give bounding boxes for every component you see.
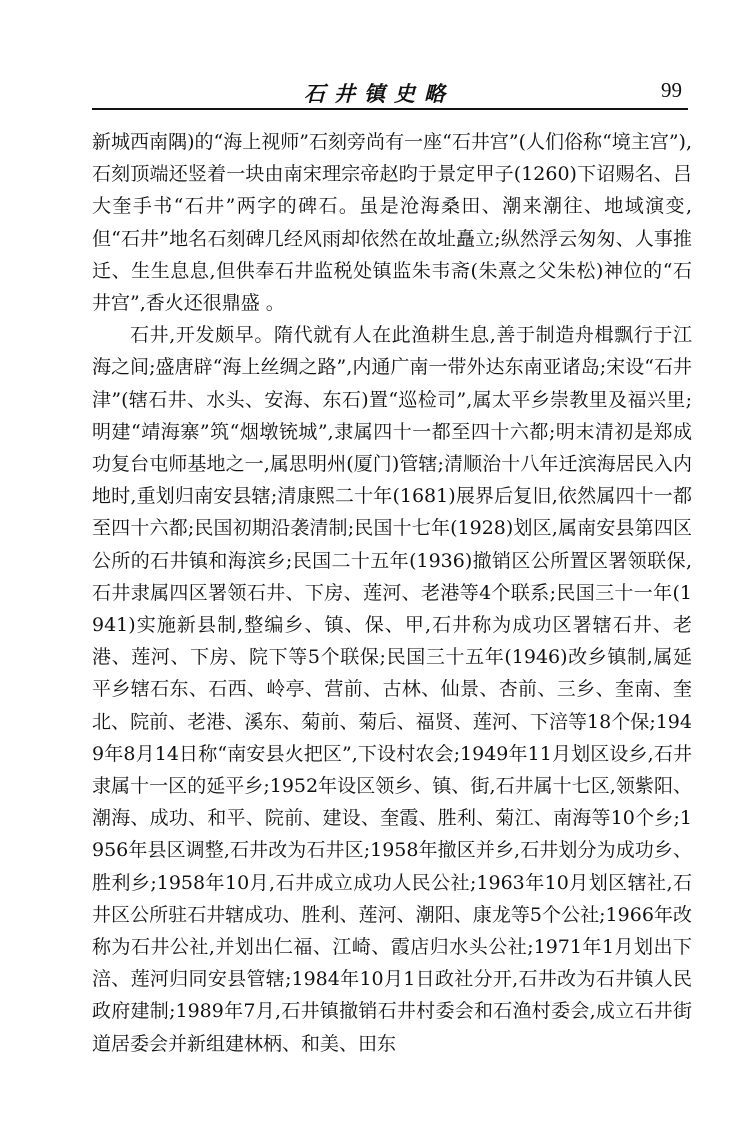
page-number: 99 — [661, 78, 682, 102]
running-title: 石井镇史略 — [304, 81, 454, 106]
header-rule — [92, 108, 688, 110]
body-text — [92, 126, 692, 1060]
paragraph-1: 新城西南隅)的“海上视师”石刻旁尚有一座“石井宫”(人们俗称“境主宫”),石刻顶端还竖着一块由南宋理宗帝赵昀于景定甲子(1260)下诏赐名、吕大奎手书“石井”两字的碑石。虽是沧海桑田、潮来潮往、地域演变,但“石井”地名石刻碑几经风雨却依然在故址矗立;纵然浮云匆匆、人事推迁、生生息息,但供奉石井监税处镇监朱韦斋(朱熹之父朱松)神位的“石井宫”,香火还很鼎盛 。 — [92, 131, 692, 315]
paragraph-2: 石井,开发颇早。隋代就有人在此渔耕生息,善于制造舟楫飘行于江海之间;盛唐辟“海上丝绸之路”,内通广南一带外达东南亚诸岛;宋设“石井津”(辖石井、水头、安海、东石)置“巡检司”,属太平乡崇教里及福兴里;明建“靖海寨”筑“烟墩铳城”,隶属四十一都至四十六都;明末清初是郑成功复台屯师基地之一,属思明州(厦门)管辖;清顺治十八年迁滨海居民入内地时,重划归南安县辖;清康熙二十年(1681)展界后复旧,依然属四十一都 至四十六都;民国初期沿袭清制;民国十七年(1928)划区,属南安县第四区公所的石井镇和海滨乡;民国二十五年(1936)撤销区公所置区署领联保,石井隶属四区署领石井、下房、莲河、老港等4个联系;民国三十一年(1941)实施新县制,整编乡、镇、保、甲,石井称为成功区署辖石井、老港、莲河、下房、院下等5个联保;民国三十五年(1946)改乡镇制,属延平乡辖石东、石西、岭亭、营前、古林、仙景、杏前、三乡、奎南、奎北、院前、老港、溪东、菊前、菊后、福贤、莲河、下涪等18个保;1949年8月14日称“南安县火把区”,下设村农会;1949年11月划区设乡,石井隶属十一区的延平乡;1952年设区领乡、镇、街,石井属十七区,领紫阳、潮海、成功、和平、院前、建设、奎霞、胜利、菊江、南海等10个乡;1956年县区调整,石井改为石井区;1958年撤区并乡,石井划分为成功乡、胜利乡;1958年10月,石井成立成功人民公社;1963年10月划区辖社,石井区公所驻石井辖成功、胜利、莲河、潮阳、康龙等5个公社;1966年改称为石井公社,并划出仁福、江崎、霞店归水头公社;1971年1月划出下涪、莲河归同安县管辖;1984年10月1日政社分开,石井改为石井镇人民政府建制;1989年7月,石井镇撤销石井村委会和石渔村委会,成立石井街道居委会并新组建林柄、和美、田东 — [92, 324, 692, 1055]
page-header — [92, 74, 688, 110]
